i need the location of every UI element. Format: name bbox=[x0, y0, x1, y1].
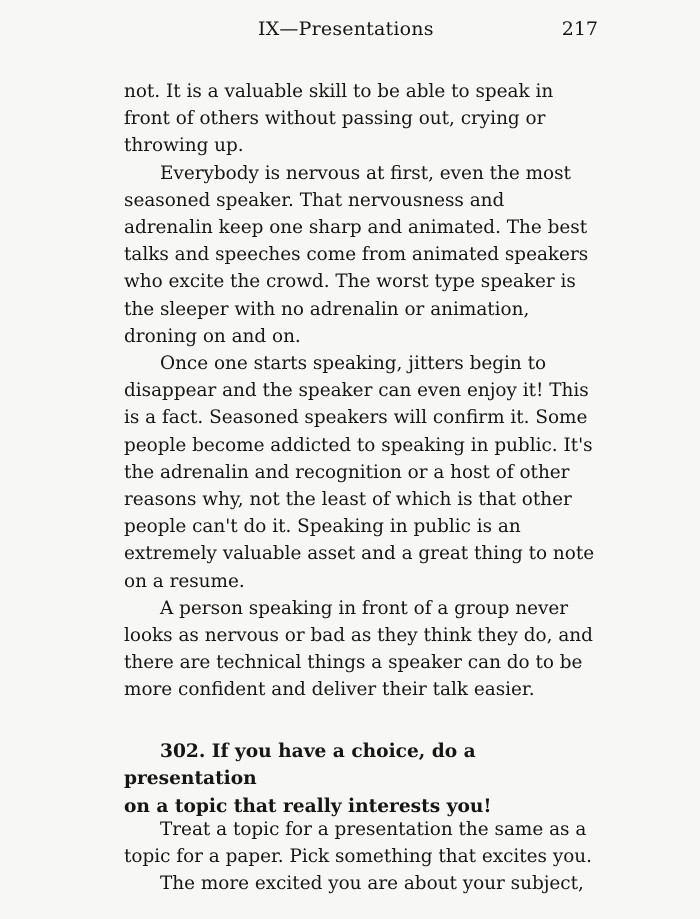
tip-body-line-2: topic for a paper. Pick something that excites you. bbox=[124, 846, 592, 868]
tip-heading-line-1: 302. If you have a choice, do a presentation bbox=[124, 741, 476, 790]
tip-heading bbox=[124, 738, 598, 820]
paragraph-technical: A person speaking in front of a group never looks as nervous or bad as they think they do, and there are technical things a speaker can do to be more confident and deliver their talk easier. bbox=[124, 597, 593, 701]
paragraph-continuation: not. It is a valuable skill to be able to speak in front of others without passing out, crying or throwing up. bbox=[124, 81, 554, 157]
tip-body-line-3: The more excited you are about your subject, bbox=[160, 873, 584, 895]
page-number: 217 bbox=[561, 18, 598, 40]
paragraph-jitters: Once one starts speaking, jitters begin to disappear and the speaker can even enjoy it! This is a fact. Seasoned speakers will confirm it. Some people become addicted to speaking in public. It's the adrenalin and recognition or a host of other reasons why, not the least of which is that other people can't do it. Speaking in public is an extremely valuable asset and a great thing to note on a resume. bbox=[124, 353, 595, 592]
body-text bbox=[124, 78, 598, 704]
tip-body-line-1: Treat a topic for a presentation the same as a bbox=[160, 819, 587, 840]
running-header bbox=[124, 18, 598, 48]
tip-heading-line-2: on a topic that really interests you! bbox=[124, 795, 492, 817]
tip-body bbox=[124, 816, 598, 898]
chapter-title: IX—Presentations bbox=[258, 18, 434, 40]
paragraph-nervous: Everybody is nervous at first, even the most seasoned speaker. That nervousness and adrenalin keep one sharp and animated. The best talks and speeches come from animated speakers who excite the crowd. The worst type speaker is the sleeper with no adrenalin or animation, droning on and on. bbox=[124, 162, 589, 347]
